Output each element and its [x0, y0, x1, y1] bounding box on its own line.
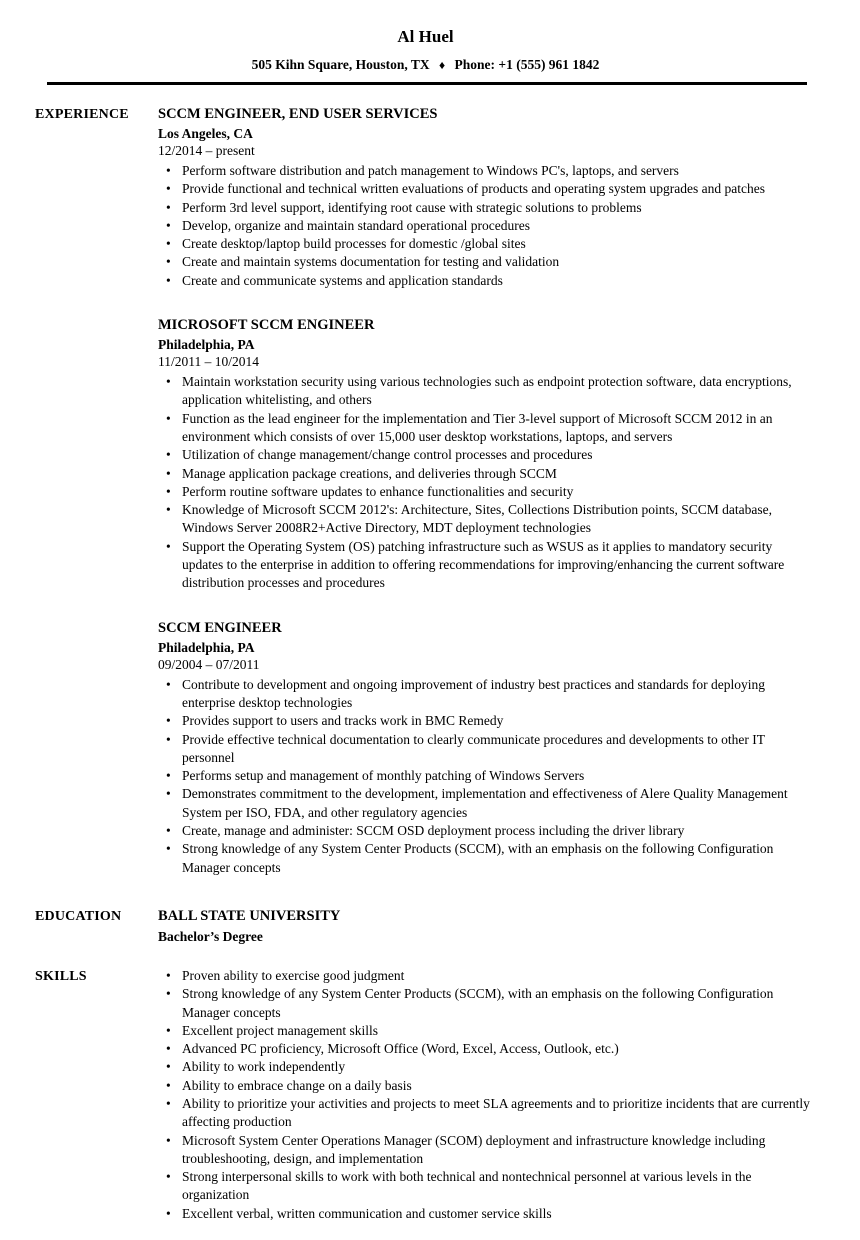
job-bullet-item: • Provides support to users and tracks work in BMC Remedy	[158, 712, 816, 730]
diamond-separator-icon: ♦	[439, 58, 446, 72]
contact-line	[35, 57, 816, 73]
job-entry	[158, 316, 816, 593]
job-bullet-item: • Support the Operating System (OS) patching infrastructure such as WSUS as it applies to mandatory security updates to the enterprise in addition to offering recommendations for improving/enhancing the current software distribution processes and procedures	[158, 538, 816, 593]
job-bullet-item: • Maintain workstation security using various technologies such as endpoint protection software, data encryptions, application whitelisting, and others	[158, 373, 816, 410]
header-divider	[47, 82, 807, 85]
job-bullet-list	[158, 676, 816, 877]
job-bullet-item: • Create and communicate systems and application standards	[158, 272, 816, 290]
job-entry	[158, 619, 816, 877]
job-bullet-item: • Create desktop/laptop build processes for domestic /global sites	[158, 235, 816, 253]
education-section	[35, 907, 816, 946]
education-degree: Bachelor’s Degree	[158, 928, 263, 944]
experience-section	[35, 105, 816, 877]
job-entry	[158, 105, 816, 290]
job-location: Los Angeles, CA	[158, 126, 253, 141]
job-bullet-item: • Strong knowledge of any System Center Products (SCCM), with an emphasis on the following Configuration Manager concepts	[158, 840, 816, 877]
skills-section	[35, 967, 816, 1223]
job-bullet-item: • Perform software distribution and patch management to Windows PC's, laptops, and servers	[158, 162, 816, 180]
contact-address: 505 Kihn Square, Houston, TX	[251, 57, 430, 72]
job-bullet-list	[158, 162, 816, 290]
person-name: Al Huel	[397, 27, 454, 46]
skill-bullet-item: • Advanced PC proficiency, Microsoft Office (Word, Excel, Access, Outlook, etc.)	[158, 1040, 816, 1058]
job-bullet-item: • Perform 3rd level support, identifying root cause with strategic solutions to problems	[158, 199, 816, 217]
skill-bullet-item: • Ability to embrace change on a daily basis	[158, 1077, 816, 1095]
skill-bullet-item: • Proven ability to exercise good judgment	[158, 967, 816, 985]
job-location: Philadelphia, PA	[158, 337, 255, 353]
job-title: SCCM ENGINEER, END USER SERVICES	[158, 106, 438, 122]
job-bullet-item: • Perform routine software updates to enhance functionalities and security	[158, 483, 816, 501]
job-dates: 09/2004 – 07/2011	[158, 656, 260, 672]
education-section-label: EDUCATION	[35, 908, 122, 924]
job-bullet-item: • Utilization of change management/change control processes and procedures	[158, 446, 816, 464]
skill-bullet-item: • Ability to work independently	[158, 1058, 816, 1076]
experience-section-label: EXPERIENCE	[35, 107, 129, 122]
job-bullet-item: • Manage application package creations, and deliveries through SCCM	[158, 465, 816, 483]
skills-section-label: SKILLS	[35, 968, 87, 984]
job-bullet-item: • Knowledge of Microsoft SCCM 2012's: Architecture, Sites, Collections Distribution points, SCCM database, Windows Server 2008R2+Active Directory, MDT deployment technologies	[158, 501, 816, 538]
experience-section-content	[158, 105, 816, 877]
job-bullet-item: • Create, manage and administer: SCCM OSD deployment process including the driver library	[158, 822, 816, 840]
job-dates: 11/2011 – 10/2014	[158, 354, 259, 370]
job-bullet-item: • Develop, organize and maintain standard operational procedures	[158, 217, 816, 235]
skills-section-content	[158, 967, 816, 1223]
job-bullet-item: • Contribute to development and ongoing improvement of industry best practices and standards for deploying enterprise desktop technologies	[158, 676, 816, 713]
skill-bullet-item: • Ability to prioritize your activities and projects to meet SLA agreements and to prioritize incidents that are currently affecting production	[158, 1095, 816, 1132]
job-bullet-item: • Performs setup and management of monthly patching of Windows Servers	[158, 767, 816, 785]
job-bullet-item: • Create and maintain systems documentation for testing and validation	[158, 253, 816, 271]
job-bullet-item: • Provide effective technical documentation to clearly communicate procedures and developments to other IT personnel	[158, 731, 816, 768]
skill-bullet-item: • Strong interpersonal skills to work with both technical and nontechnical personnel at various levels in the organization	[158, 1168, 816, 1205]
job-bullet-list	[158, 373, 816, 593]
education-section-content	[158, 907, 816, 946]
skills-bullet-list	[158, 967, 816, 1223]
skill-bullet-item: • Strong knowledge of any System Center Products (SCCM), with an emphasis on the following Configuration Manager concepts	[158, 985, 816, 1022]
job-bullet-item: • Provide functional and technical written evaluations of products and operating system upgrades and patches	[158, 180, 816, 198]
job-dates: 12/2014 – present	[158, 143, 255, 158]
skill-bullet-item: • Microsoft System Center Operations Manager (SCOM) deployment and infrastructure knowledge including troubleshooting, design, and implementation	[158, 1132, 816, 1169]
job-location: Philadelphia, PA	[158, 639, 255, 655]
job-bullet-item: • Function as the lead engineer for the implementation and Tier 3-level support of Microsoft SCCM 2012 in an environment which consists of over 15,000 user desktop workstations, laptops, and servers	[158, 410, 816, 447]
skill-bullet-item: • Excellent project management skills	[158, 1022, 816, 1040]
skill-bullet-item: • Excellent verbal, written communication and customer service skills	[158, 1205, 816, 1223]
job-title: MICROSOFT SCCM ENGINEER	[158, 317, 375, 334]
job-bullet-item: • Demonstrates commitment to the development, implementation and effectiveness of Alere Quality Management System per ISO, FDA, and other regulatory agencies	[158, 785, 816, 822]
education-school: BALL STATE UNIVERSITY	[158, 907, 341, 924]
job-title: SCCM ENGINEER	[158, 619, 282, 636]
contact-phone: Phone: +1 (555) 961 1842	[454, 57, 600, 72]
